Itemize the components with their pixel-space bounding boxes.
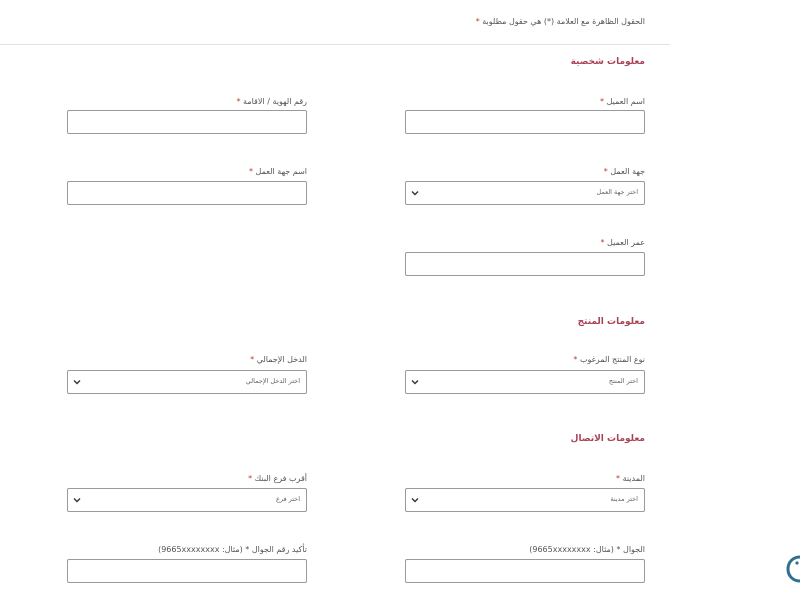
employer-name-label: اسم جهة العمل * [248, 167, 307, 176]
required-note-text: الحقول الظاهرة مع العلامة (*) هي حقول مطلوبة [482, 17, 645, 26]
customer-age-label: عمر العميل * [600, 238, 645, 247]
chevron-down-icon [410, 377, 420, 387]
brand-mark-icon [784, 553, 800, 585]
total-income-select[interactable] [67, 370, 307, 394]
mobile-input[interactable] [405, 559, 645, 583]
section-title-contact: معلومات الاتصال [570, 434, 645, 444]
mobile-confirm-input[interactable] [67, 559, 307, 583]
product-type-select-value: اختر المنتج [608, 377, 638, 385]
city-select[interactable] [405, 488, 645, 512]
employer-name-input[interactable] [67, 181, 307, 205]
nearest-branch-select[interactable] [67, 488, 307, 512]
section-title-personal: معلومات شخصية [570, 57, 645, 67]
city-label: المدينة * [616, 474, 645, 483]
required-fields-note [476, 17, 645, 26]
product-type-label: نوع المنتج المرغوب * [573, 355, 645, 364]
nearest-branch-select-value: اختر فرع [275, 495, 300, 503]
customer-name-input[interactable] [405, 110, 645, 134]
chevron-down-icon [410, 188, 420, 198]
required-star: * [475, 17, 480, 26]
chevron-down-icon [410, 495, 420, 505]
id-number-input[interactable] [67, 110, 307, 134]
city-select-value: اختر مدينة [610, 495, 638, 503]
employer-select-value: اختر جهة العمل [596, 188, 638, 196]
customer-name-label: اسم العميل * [600, 97, 645, 106]
chevron-down-icon [72, 377, 82, 387]
product-type-select[interactable] [405, 370, 645, 394]
employer-label: جهة العمل * [603, 167, 645, 176]
mobile-confirm-label: تأكيد رقم الجوال * (مثال: 9665xxxxxxxx) [158, 545, 307, 554]
nearest-branch-label: أقرب فرع البنك * [248, 474, 307, 483]
total-income-label: الدخل الإجمالي * [250, 355, 307, 364]
mobile-label: الجوال * (مثال: 9665xxxxxxxx) [529, 545, 645, 554]
header-divider [0, 44, 670, 45]
id-number-label: رقم الهوية / الاقامة * [236, 97, 307, 106]
employer-select[interactable] [405, 181, 645, 205]
customer-age-input[interactable] [405, 252, 645, 276]
section-title-product: معلومات المنتج [577, 317, 645, 327]
total-income-select-value: اختر الدخل الإجمالي [245, 377, 300, 385]
chevron-down-icon [72, 495, 82, 505]
